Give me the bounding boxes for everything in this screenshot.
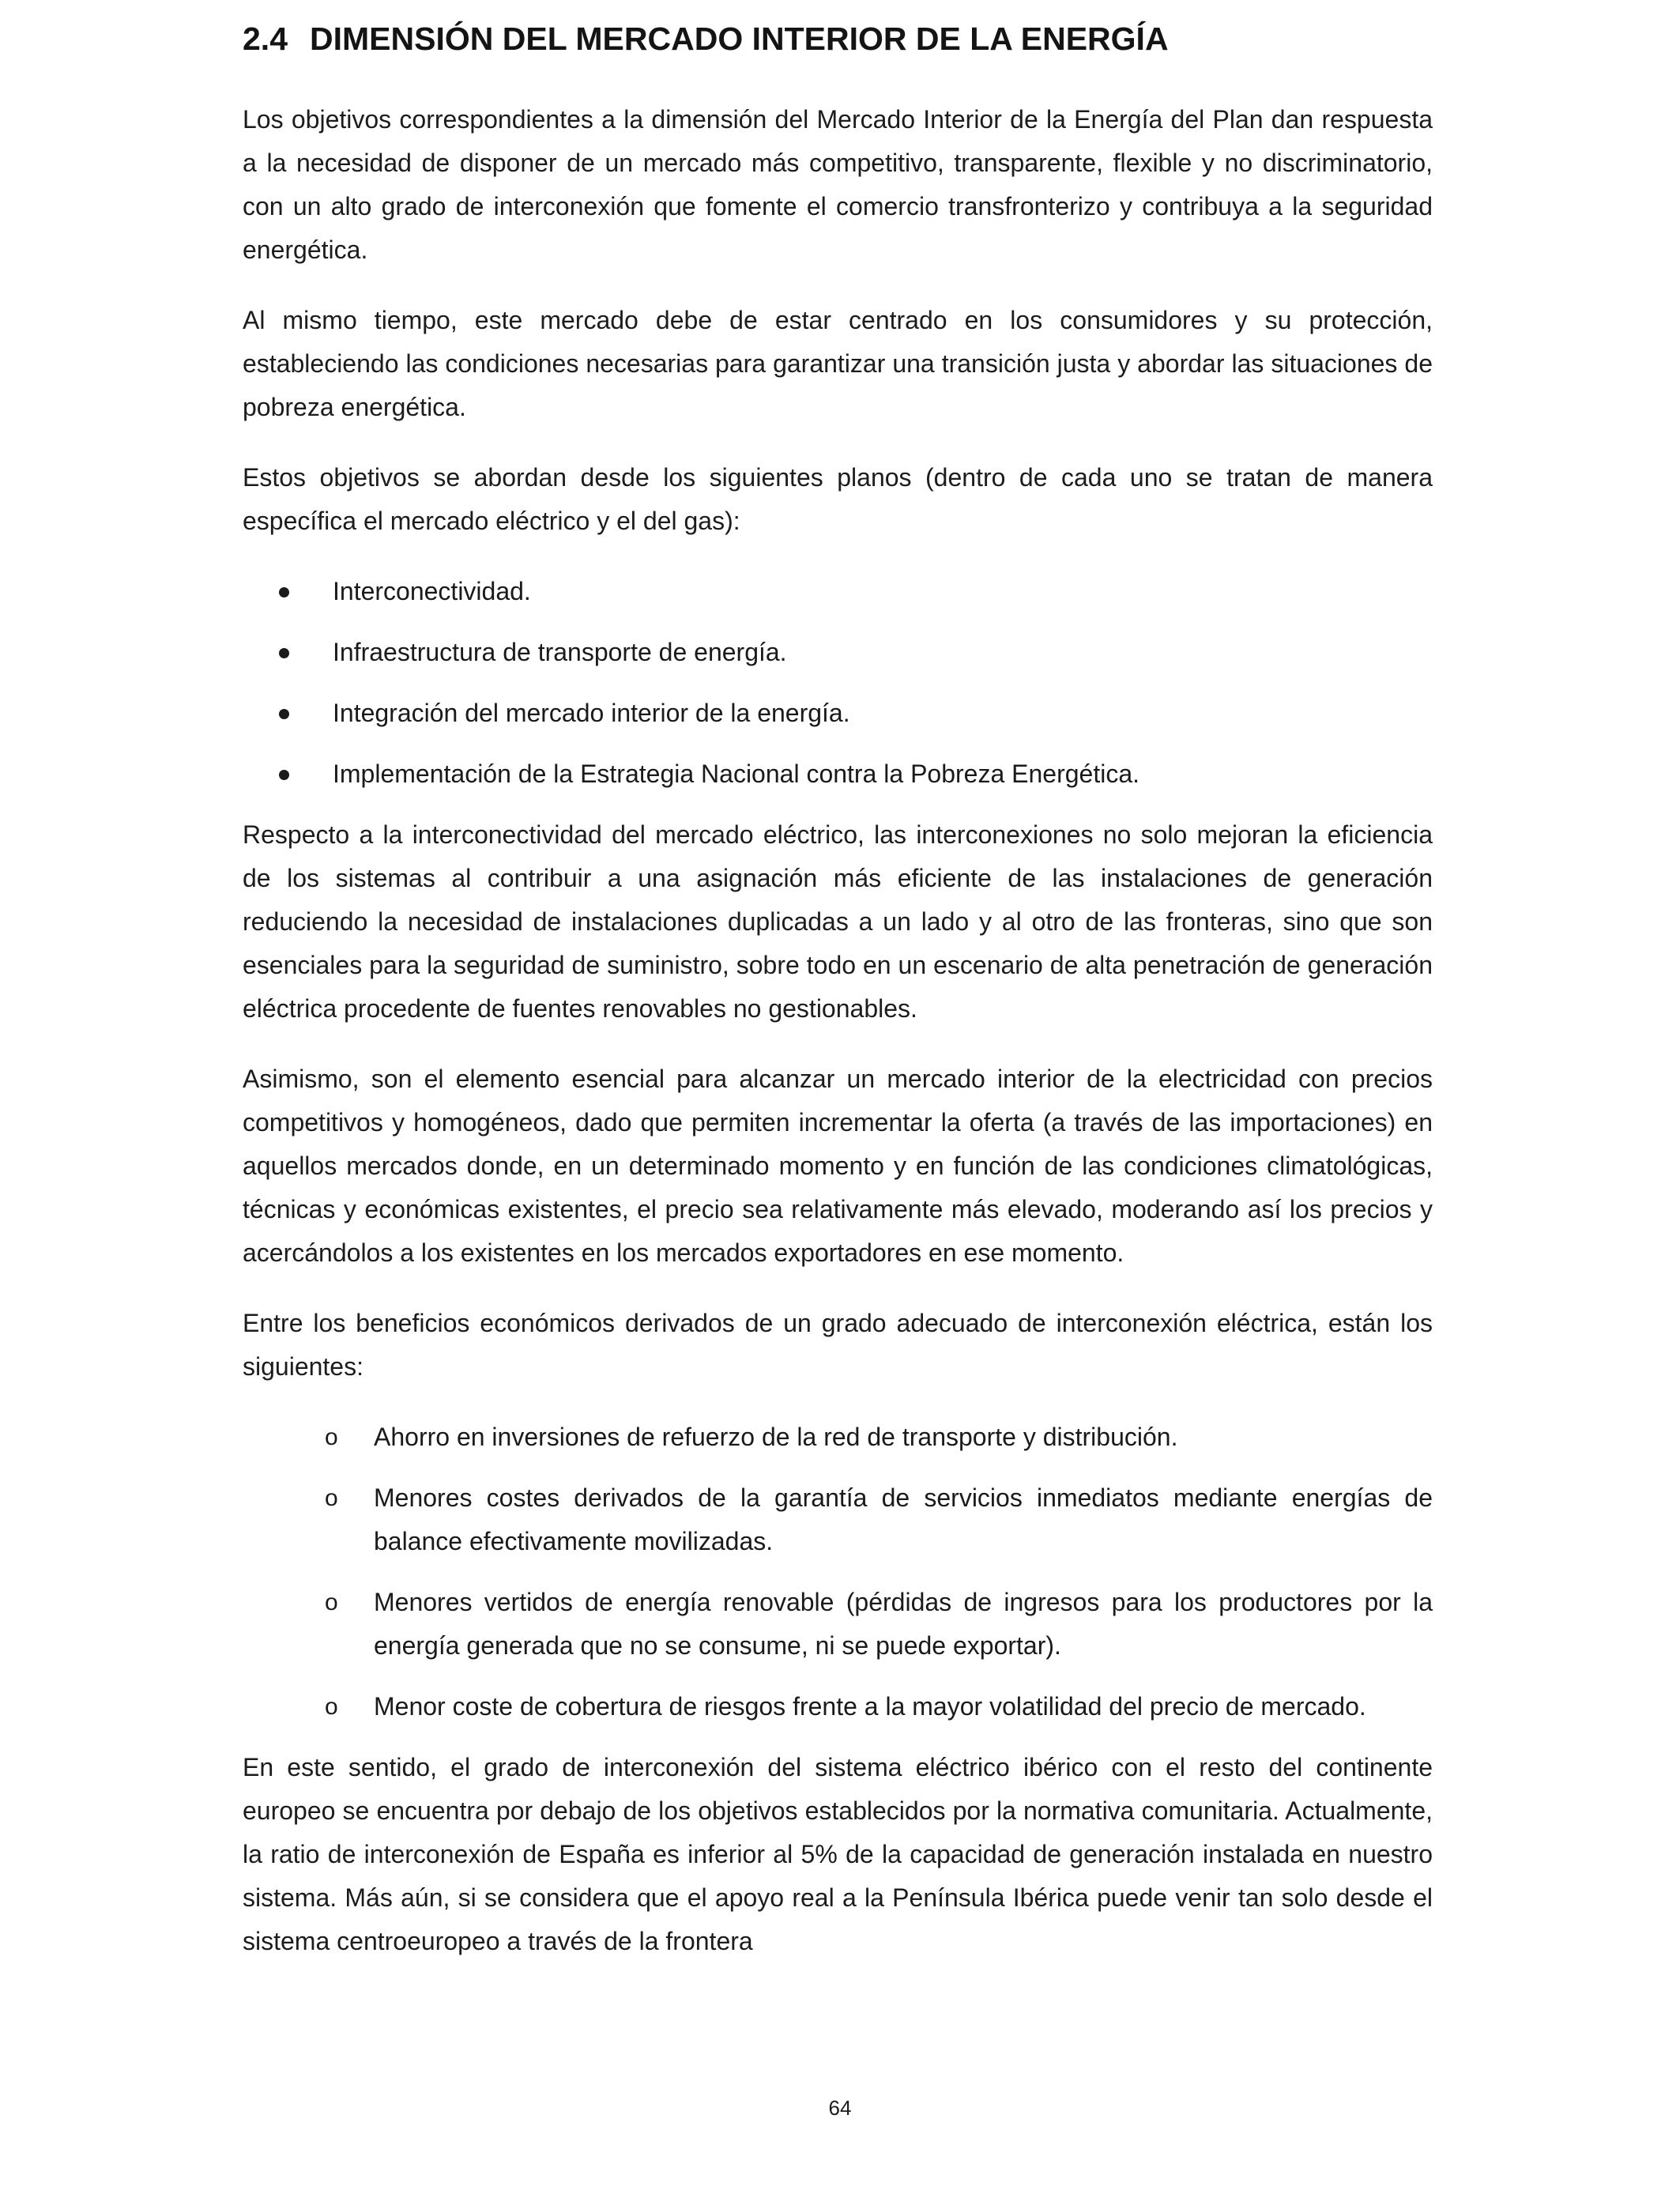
paragraph-objectives: Los objetivos correspondientes a la dimensión del Mercado Interior de la Energía del Plan dan respuesta a la necesidad de disponer de un mercado más competitivo, transparente, flexible y no discriminatorio, con un alto grado de interconexión que fomente el comercio transfronterizo y contribuya a la seguridad energética. [243, 105, 1433, 264]
bullet-item [243, 631, 1433, 674]
benefit-text: Menor coste de cobertura de riesgos frente a la mayor volatilidad del precio de mercado. [374, 1692, 1366, 1721]
paragraph-benefits-intro: Entre los beneficios económicos derivados de un grado adecuado de interconexión eléctrica, están los siguientes: [243, 1309, 1433, 1381]
bullet-dot-icon [279, 709, 289, 719]
benefit-item [243, 1476, 1433, 1563]
paragraph-interconnectivity: Respecto a la interconectividad del mercado eléctrico, las interconexiones no solo mejoran la eficiencia de los sistemas al contribuir a una asignación más eficiente de las instalaciones de generación reduciendo la necesidad de instalaciones duplicadas a un lado y al otro de las fronteras, sino que son esenciales para la seguridad de suministro, sobre todo en un escenario de alta penetración de generación eléctrica procedente de fuentes renovables no gestionables. [243, 820, 1433, 1023]
section-title: DIMENSIÓN DEL MERCADO INTERIOR DE LA ENERGÍA [310, 21, 1169, 57]
circle-bullet-icon: o [325, 1485, 338, 1511]
bullet-item [243, 752, 1433, 796]
benefit-text: Ahorro en inversiones de refuerzo de la red de transporte y distribución. [374, 1423, 1178, 1451]
benefit-text: Menores vertidos de energía renovable (pérdidas de ingresos para los productores por la energía generada que no se consume, ni se puede exportar). [374, 1588, 1433, 1660]
benefits-list [243, 1416, 1433, 1728]
benefit-text: Menores costes derivados de la garantía de servicios inmediatos mediante energías de balance efectivamente movilizadas. [374, 1483, 1433, 1555]
planes-bullet-list [243, 570, 1433, 796]
circle-bullet-icon: o [325, 1694, 338, 1720]
bullet-item [243, 570, 1433, 613]
paragraph-internal-market: Asimismo, son el elemento esencial para alcanzar un mercado interior de la electricidad con precios competitivos y homogéneos, dado que permiten incrementar la oferta (a través de las importaciones) en aquellos mercados donde, en un determinado momento y en función de las condiciones climatológicas, técnicas y económicas existentes, el precio sea relativamente más elevado, moderando así los precios y acercándolos a los existentes en los mercados exportadores en ese momento. [243, 1065, 1433, 1267]
bullet-text: Infraestructura de transporte de energía. [333, 638, 787, 666]
page-content [243, 14, 1433, 1990]
circle-bullet-icon: o [325, 1589, 338, 1615]
bullet-text: Interconectividad. [333, 577, 531, 605]
bullet-dot-icon [279, 587, 289, 598]
paragraph-consumers: Al mismo tiempo, este mercado debe de estar centrado en los consumidores y su protección, estableciendo las condiciones necesarias para garantizar una transición justa y abordar las situaciones de pobreza energética. [243, 306, 1433, 421]
bullet-text: Integración del mercado interior de la energía. [333, 699, 850, 727]
benefit-item [243, 1581, 1433, 1668]
bullet-text: Implementación de la Estrategia Nacional contra la Pobreza Energética. [333, 760, 1140, 788]
paragraph-planes-intro: Estos objetivos se abordan desde los siguientes planos (dentro de cada uno se tratan de manera específica el mercado eléctrico y el del gas): [243, 463, 1433, 535]
section-heading [243, 14, 1433, 63]
bullet-item [243, 692, 1433, 735]
section-number: 2.4 [243, 21, 288, 57]
circle-bullet-icon: o [325, 1424, 338, 1450]
benefit-item [243, 1416, 1433, 1459]
benefit-item [243, 1685, 1433, 1728]
bullet-dot-icon [279, 770, 289, 780]
page-number: 64 [828, 2096, 852, 2120]
bullet-dot-icon [279, 648, 289, 658]
paragraph-interconnection-degree: En este sentido, el grado de interconexión del sistema eléctrico ibérico con el resto del continente europeo se encuentra por debajo de los objetivos establecidos por la normativa comunitaria. Actualmente, la ratio de interconexión de España es inferior al 5% de la capacidad de generación instalada en nuestro sistema. Más aún, si se considera que el apoyo real a la Península Ibérica puede venir tan solo desde el sistema centroeuropeo a través de la frontera [243, 1753, 1433, 1955]
